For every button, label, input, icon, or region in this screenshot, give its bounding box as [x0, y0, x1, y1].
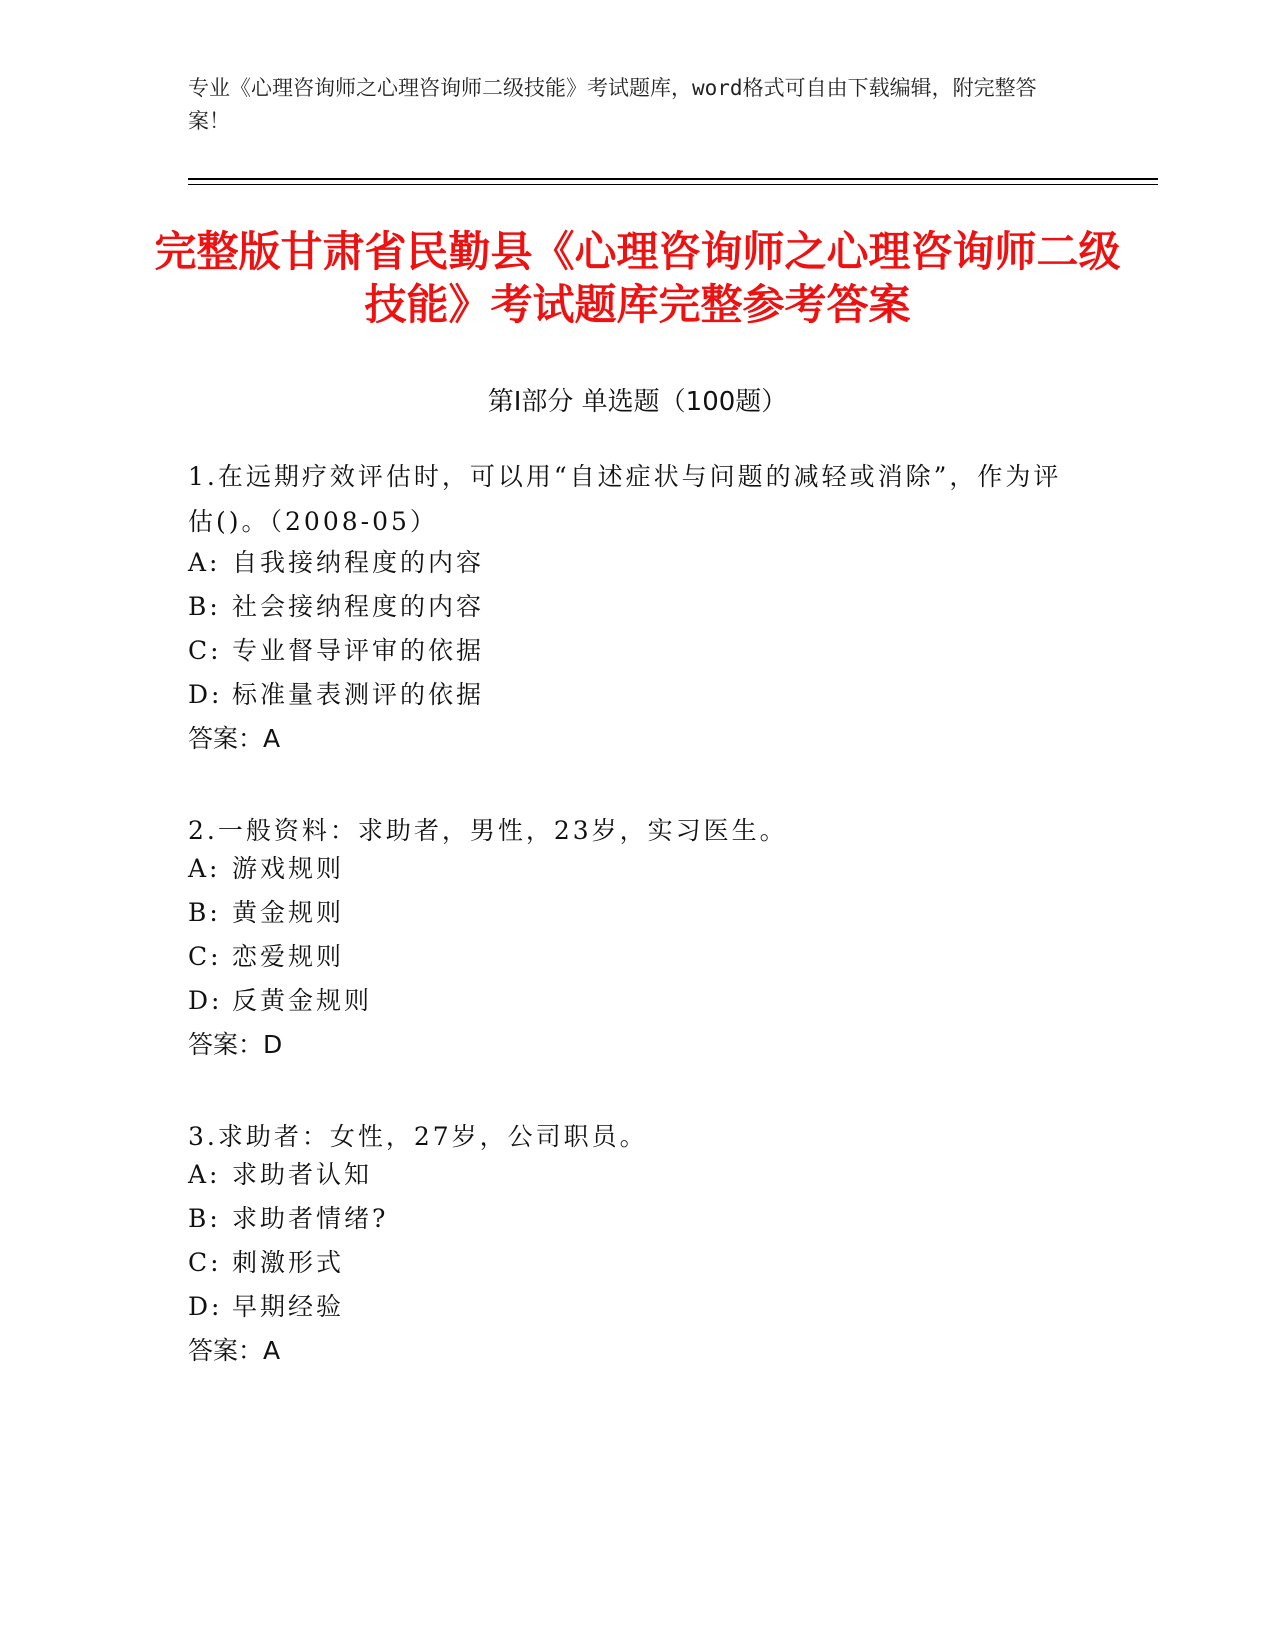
option-letter: A:	[188, 548, 221, 577]
option-letter: C:	[188, 942, 222, 971]
question-1-option-b	[188, 590, 1068, 624]
question-3-option-b	[188, 1202, 1068, 1236]
header-rule-thick	[188, 178, 1158, 180]
question-3-option-a	[188, 1158, 1068, 1192]
option-text: 早期经验	[232, 1292, 345, 1321]
option-text: 恋爱规则	[232, 942, 345, 971]
question-3-stem: 3.求助者：女性，27岁，公司职员。	[188, 1122, 648, 1151]
question-3-answer: 答案：A	[188, 1336, 281, 1365]
option-letter: B:	[188, 1204, 221, 1233]
option-text: 社会接纳程度的内容	[232, 592, 485, 621]
option-text: 专业督导评审的依据	[232, 636, 485, 665]
question-1-stem: 1.在远期疗效评估时，可以用“自述症状与问题的减轻或消除”，作为评估()。（2008-05）	[188, 462, 1062, 536]
option-letter: C:	[188, 636, 222, 665]
option-text: 刺激形式	[232, 1248, 345, 1277]
option-letter: D:	[188, 1292, 223, 1321]
header-rule-thin	[188, 184, 1158, 185]
question-2-option-a	[188, 852, 1068, 886]
option-text: 游戏规则	[232, 854, 345, 883]
question-2-option-d	[188, 984, 1068, 1018]
option-letter: A:	[188, 854, 221, 883]
question-2-stem: 2.一般资料：求助者，男性，23岁，实习医生。	[188, 816, 788, 845]
option-text: 自我接纳程度的内容	[232, 548, 485, 577]
question-2-option-b	[188, 896, 1068, 930]
option-text: 求助者情绪?	[232, 1204, 389, 1233]
option-text: 反黄金规则	[232, 986, 373, 1015]
question-3-option-c	[188, 1246, 1068, 1280]
question-3-option-d	[188, 1290, 1068, 1324]
question-2-answer: 答案：D	[188, 1030, 283, 1059]
header-note: 专业《心理咨询师之心理咨询师二级技能》考试题库，word格式可自由下载编辑，附完整答案！	[188, 76, 1037, 133]
question-1-option-a	[188, 546, 1068, 580]
question-2-option-c	[188, 940, 1068, 974]
document-title: 完整版甘肃省民勤县《心理咨询师之心理咨询师二级技能》考试题库完整参考答案	[154, 227, 1121, 329]
option-text: 黄金规则	[232, 898, 345, 927]
option-letter: B:	[188, 592, 221, 621]
option-text: 标准量表测评的依据	[232, 680, 485, 709]
option-letter: C:	[188, 1248, 222, 1277]
option-letter: B:	[188, 898, 221, 927]
question-1-answer: 答案：A	[188, 724, 281, 753]
option-letter: D:	[188, 680, 223, 709]
option-text: 求助者认知	[232, 1160, 373, 1189]
question-1-option-d	[188, 678, 1068, 712]
option-letter: A:	[188, 1160, 221, 1189]
section-heading: 第Ⅰ部分 单选题（100题）	[487, 387, 788, 417]
option-letter: D:	[188, 986, 223, 1015]
question-1-option-c	[188, 634, 1068, 668]
